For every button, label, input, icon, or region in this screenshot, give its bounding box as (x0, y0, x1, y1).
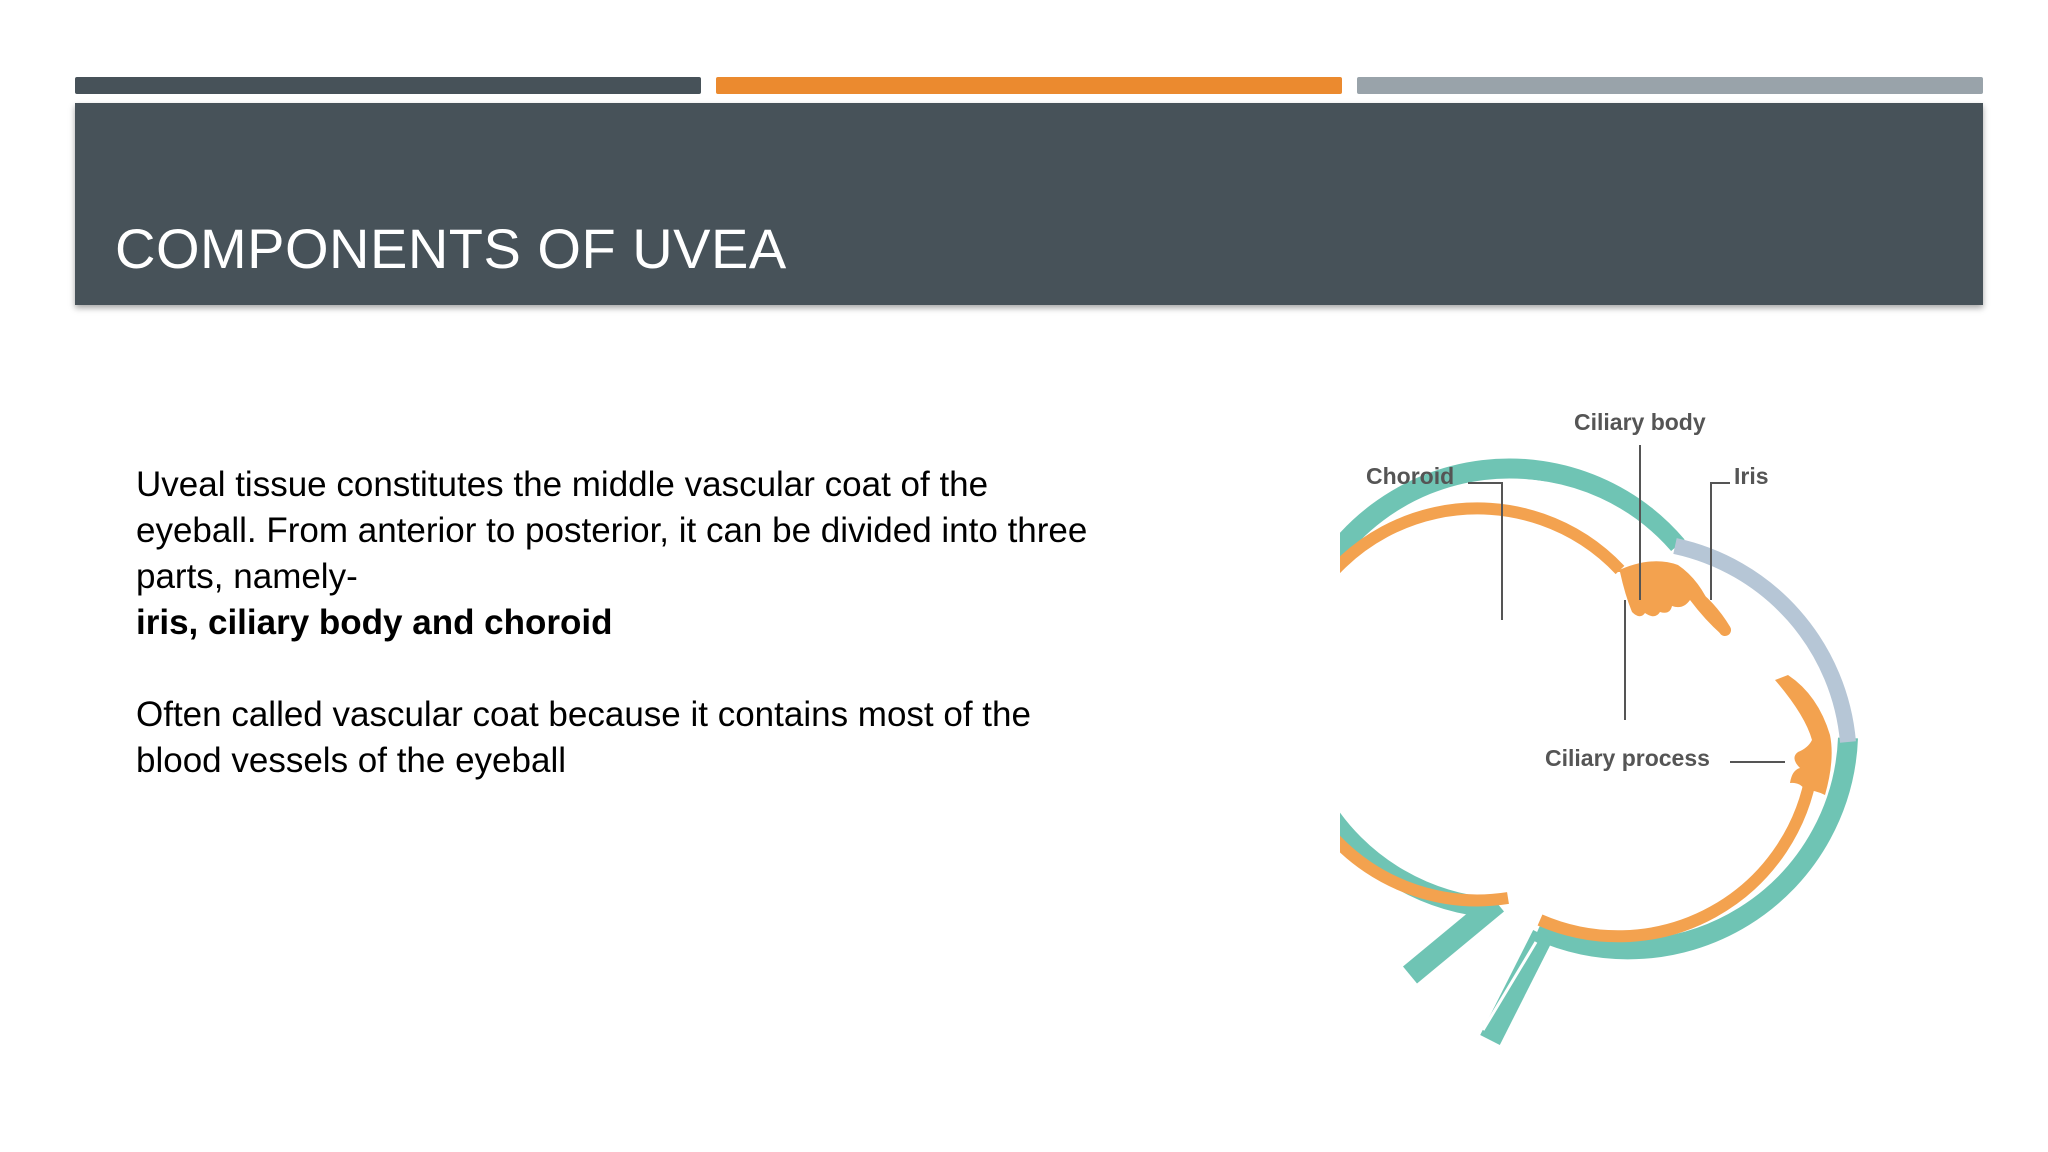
accent-bar-orange (716, 77, 1342, 94)
body-text (136, 462, 1156, 784)
uvea-parts-bold: iris, ciliary body and choroid (136, 603, 613, 642)
choroid (1340, 508, 1620, 900)
paragraph-2-line-1: Often called vascular coat because it contains most of the (136, 695, 1031, 734)
accent-bar-gray (1357, 77, 1983, 94)
iris-upper (1688, 590, 1725, 630)
ciliary-process (1775, 675, 1832, 795)
optic-nerve-right (1490, 935, 1543, 1040)
slide-title: COMPONENTS OF UVEA (115, 217, 787, 280)
choroid-lower (1540, 770, 1812, 936)
optic-nerve-left (1410, 903, 1497, 975)
label-choroid: Choroid (1366, 463, 1455, 489)
paragraph-1-line-2: eyeball. From anterior to posterior, it can be divided into three (136, 511, 1088, 550)
label-ciliary-process: Ciliary process (1545, 745, 1710, 771)
label-iris: Iris (1734, 463, 1769, 489)
paragraph-2-line-2: blood vessels of the eyeball (136, 741, 566, 780)
title-band (75, 103, 1983, 305)
paragraph-1-line-1: Uveal tissue constitutes the middle vascular coat of the (136, 465, 989, 504)
uvea-diagram (1340, 395, 1900, 1055)
cornea (1675, 546, 1848, 742)
label-ciliary-body: Ciliary body (1574, 409, 1706, 435)
paragraph-1-line-3: parts, namely- (136, 557, 358, 596)
accent-bar-dark (75, 77, 701, 94)
